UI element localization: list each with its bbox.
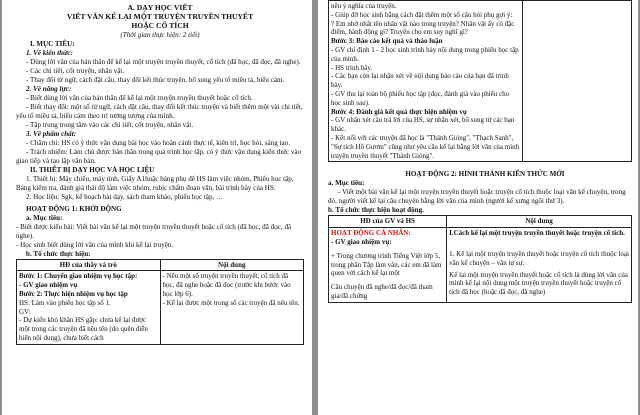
activity-1-table-continued [328, 0, 632, 162]
activity-2-objective-line: - Viết một bài văn kể lại một truyện truyền thuyết hoặc truyện cổ tích thuộc loại văn kể chuyện, trong đó, người viết kể lại câu chuyện bằng lời văn của mình (người kể xưng ngôi thứ 3). [328, 188, 626, 206]
activity-2-organize-label: b. Tổ chức thực hiện hoạt động. [328, 206, 424, 215]
activity-1-organize-label: b. Tổ chức thực hiện: [26, 249, 91, 258]
ability-line: - Biết thay đổi: một số từ ngữ, cách đặt câu, thay đổi kết thúc truyện và biết thêm một vài chi tiết, yếu tố miêu tả, biểu cảm theo trí tưởng tượng của mình. [16, 102, 303, 120]
knowledge-line: - Dùng lời văn của bản thân để kể lại một truyện truyền thuyết, cổ tích (đã học, đã đọc, đã nghe). [26, 57, 301, 66]
cell-line: + Trong chương trình Tiếng Việt lớp 5, trong phần Tập làm văn, các em đã làm quen với cách kể lại một [331, 251, 442, 278]
doc-header-line-2: VIẾT VĂN KỂ LẠI MỘT TRUYỆN TRUYỀN THUYẾT [66, 12, 254, 22]
cell-line: Câu chuyện đã nghe/đã đọc/đã tham gia/đã chứng [331, 283, 433, 300]
cell-line: - HS trình bày. [331, 63, 373, 72]
equipment-line: 2. Học liệu: Sgk, kế hoạch bài dạy, sách tham khảo, phiếu học tập, … [26, 192, 224, 201]
cell-line: - GV nhận xét câu trả lời của HS, sự nhận xét, bổ sung từ các bạn khác. [331, 116, 515, 134]
section-objectives: I. MỤC TIÊU: [30, 39, 75, 48]
step-2-label: Bước 2: Thực hiện nhiệm vụ học tập [19, 290, 128, 298]
subsection-qualities: 3. Về phẩm chất: [26, 129, 77, 138]
table-row [329, 228, 632, 303]
step-3-label: Bước 3: Báo cáo kết quả và thảo luận [331, 37, 443, 46]
activity-1-objective-label: a. Mục tiêu: [26, 213, 63, 222]
table-row [329, 1, 632, 162]
section-equipment: II. THIẾT BỊ DẠY HỌC VÀ HỌC LIỆU [30, 165, 155, 174]
cell-line: - Các bạn còn lại nhận xét về nội dung báo cáo của bạn đã trình bày. [331, 72, 509, 90]
table-header-cell: HĐ của thầy và trò [17, 259, 161, 271]
subsection-knowledge: 1. Về kiến thức: [26, 48, 73, 57]
qualities-line: - Trách nhiệm: Làm chủ được bản thân trong quá trình học tập, có ý thức vận dụng kiến thức vào giao tiếp và tạo lập văn bản. [16, 147, 302, 165]
table-header-row [329, 216, 632, 228]
step-4-label: Bước 4: Đánh giá kết quả thực hiện nhiệm vụ [331, 107, 467, 116]
cell-line: - GV thu lại toàn bộ phiếu học tập (đọc, đánh giá vào phiếu cho học sinh sau). [331, 89, 510, 107]
time-note: (Thời gian thực hiện: 2 tiết) [120, 30, 200, 39]
ability-line: - Biết dùng lời văn của bản thân để kể lại một truyện truyền thuyết hoặc cổ tích. [26, 93, 253, 102]
knowledge-line: - Thay đổi từ ngữ, cách đặt câu, thay đổi kết thúc truyện, bổ sung yếu tố miêu tả, biểu cảm. [26, 75, 285, 84]
cell-line: nêu ý nghĩa của truyện. [331, 2, 397, 10]
activity-2-title: HOẠT ĐỘNG 2: HÌNH THÀNH KIẾN THỨC MỚI [405, 170, 565, 179]
page-right [318, 0, 638, 415]
content-heading: I.Cách kể lại một truyện truyền thuyết hoặc truyện cổ tích. [449, 229, 625, 238]
table-cell-content [160, 271, 304, 344]
table-cell-content [447, 228, 632, 303]
cell-line: - GV chỉ định 1 - 2 học sinh trình bày nội dung trong phiếu học tập của mình. [331, 45, 519, 63]
table-header-cell: HĐ của GV và HS [329, 216, 447, 228]
table-cell-content [522, 1, 631, 162]
qualities-line: - Chăm chỉ: HS có ý thức vận dụng bài học vào hoàn cảnh thực tế, kiên trì, học hỏi, sáng tạo. [26, 138, 290, 147]
table-cell-teacher-student [329, 1, 523, 162]
doc-header-line-1: A. DẠY HỌC VIẾT [127, 3, 193, 12]
page-left [2, 0, 312, 415]
table-cell-teacher-student [17, 271, 161, 344]
table-row [17, 271, 304, 344]
cell-line: - Kể lại được một trong số các truyện đã nêu tên. [162, 298, 300, 307]
cell-line: ? Em nhớ nhất tên nhân vật nào trong truyện? Nhân vật ấy có đặc điểm, hành động gì? Truyện cho em suy nghĩ gì? [331, 19, 515, 37]
table-cell-teacher-student [329, 228, 447, 303]
step-1-label: Bước 1: Chuyển giao nhiệm vụ học tập: [19, 272, 138, 281]
activity-1-objective-line: - Học sinh biết dùng lời văn của mình khi kể lại truyện. [16, 240, 174, 249]
table-header-row [17, 259, 304, 271]
task-label: - GV giao nhiệm vụ: [331, 237, 392, 246]
cell-line: HS: Làm vào phiếu học tập số 1. [19, 298, 111, 307]
activity-1-table [16, 259, 304, 345]
individual-activity-label: HOẠT ĐỘNG CÁ NHÂN: [331, 229, 411, 238]
subsection-ability: 2. Về năng lực: [26, 84, 72, 93]
table-header-cell: Nội dung [160, 259, 304, 271]
doc-header-line-3: HOẶC CỔ TÍCH [131, 21, 189, 31]
cell-line: - Giúp đỡ học sinh bằng cách đặt thêm một số câu hỏi phụ gợi ý: [331, 10, 513, 19]
task-label: - GV giao nhiệm vụ [19, 281, 78, 290]
knowledge-line: - Các chi tiết, cốt truyện, nhân vật. [26, 66, 125, 75]
cell-line: - Nêu một số truyện truyền thuyết, cổ tích đã học, đã nghe hoặc đã đọc (trước khi bước vào học lớp 6). [162, 272, 291, 298]
activity-2-objective-label: a. Mục tiêu: [328, 179, 365, 188]
activity-1-title: HOẠT ĐỘNG 1: KHỞI ĐỘNG [26, 204, 122, 213]
cell-line: GV: [19, 307, 31, 316]
cell-line: Kể lại một truyện truyền thuyết hoặc cổ tích là dùng lời văn của mình kể lại nội dung một truyện truyền thuyết hoặc truyện cổ tích đã học (hoặc đã đọc, đã nghe) [449, 270, 628, 297]
cell-line: - Kết nối với các truyện đã học là "Thánh Gióng", "Thạch Sanh", "Sự tích Hồ Gươm" cũng như yêu cầu kể lại bằng lời văn của mình truyện truyền thuyết "Thánh Gióng". [331, 133, 520, 160]
cell-line: 1. Kể lại một truyện truyền thuyết hoặc truyện cổ tích thuộc loại văn kể chuyện – văn tự sự. [449, 249, 629, 267]
equipment-line: 1. Thiết bị: Máy chiếu, máy tính, Giấy A1hoặc bảng phụ để HS làm việc nhóm, Phiếu học tập, Bảng kiểm tra, đánh giá thái độ làm việc nhóm, rubic chấm đoạn văn, bài trình bày của HS. [16, 174, 294, 192]
activity-2-table [328, 215, 632, 302]
cell-line: - Dự kiến khó khăn HS gặp: chưa kể lại được một trong các truyện đã nêu tên (do quên diễn biến nội dung), chưa biết cách [19, 316, 148, 342]
ability-line: - Tập trung trong tâm vào các chi tiết, cốt truyện, nhân vật. [26, 120, 194, 129]
table-header-cell: Nội dung [447, 216, 632, 228]
activity-1-objective-line: - Biết được kiểu bài: Viết bài văn kể lại một truyện truyền thuyết hoặc cổ tích (đã học, đã đọc, đã nghe). [16, 222, 292, 240]
